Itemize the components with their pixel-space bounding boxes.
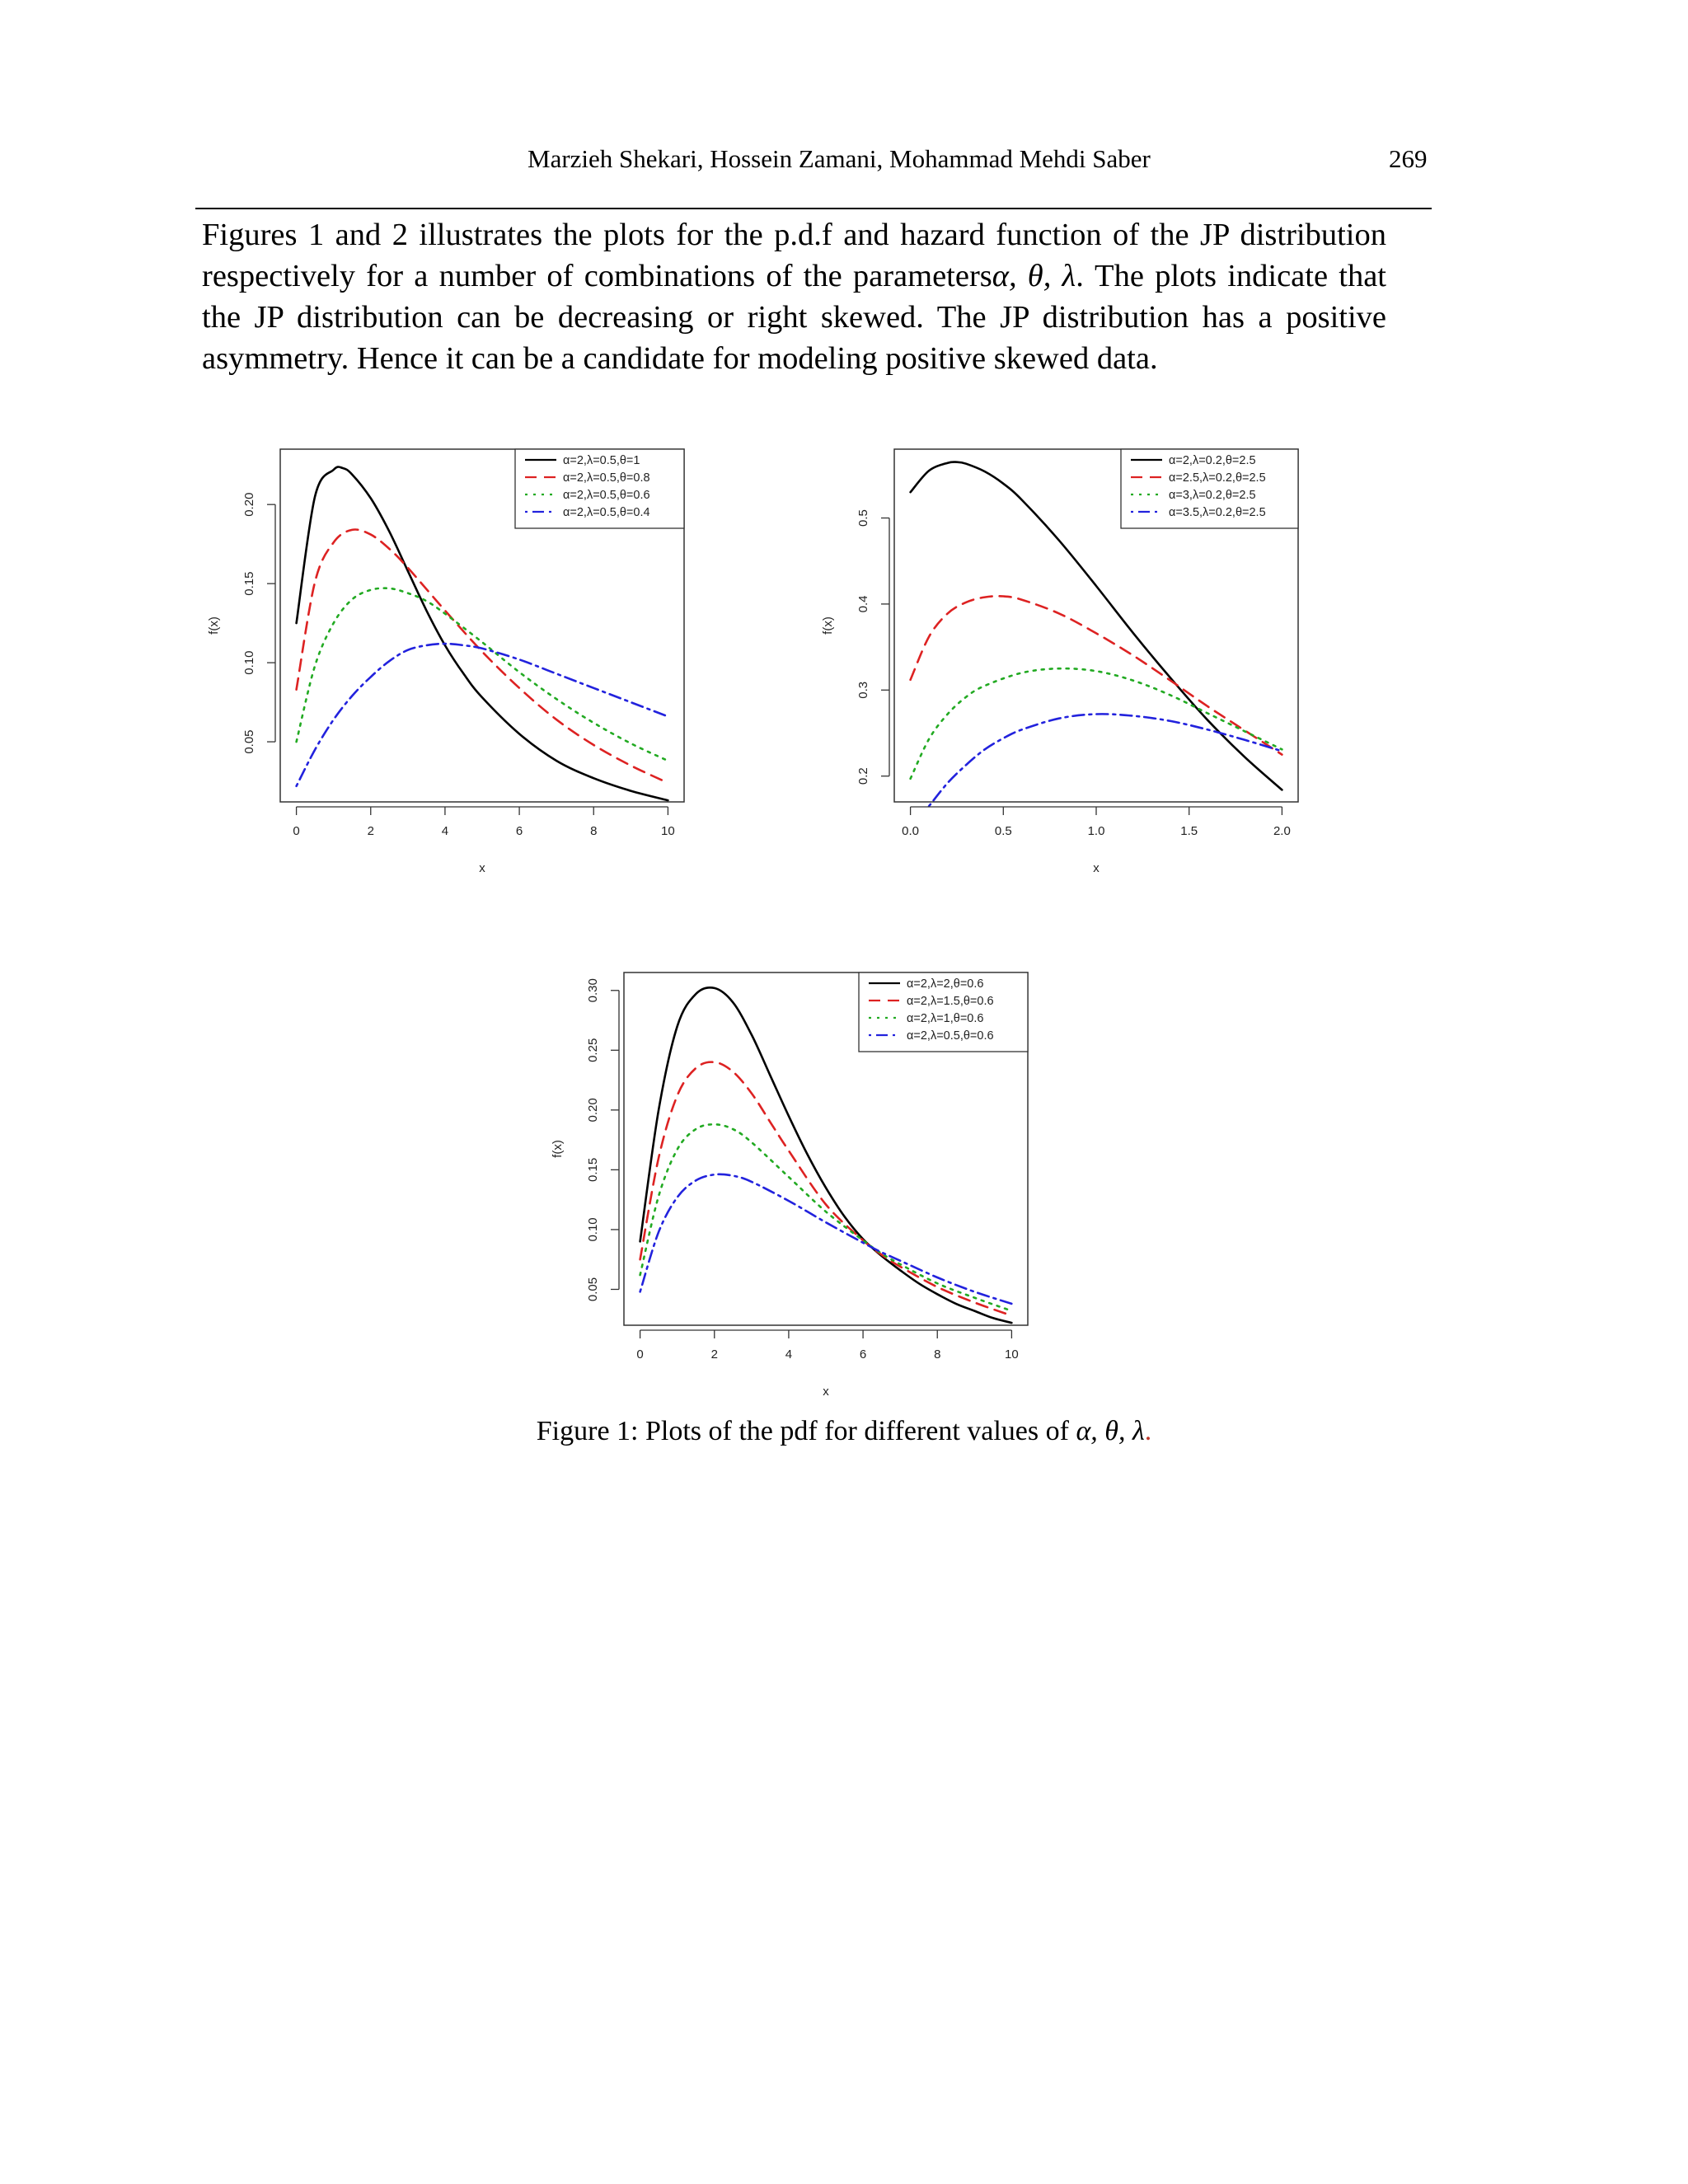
y-tick-label: 0.25 bbox=[586, 1038, 600, 1062]
y-tick-label: 0.30 bbox=[586, 978, 600, 1003]
legend-label: α=2,λ=1.5,θ=0.6 bbox=[907, 995, 994, 1008]
x-tick-label: 8 bbox=[590, 824, 598, 838]
x-axis-label: x bbox=[479, 861, 485, 875]
series-line-2 bbox=[297, 530, 668, 783]
x-tick-label: 0.5 bbox=[994, 824, 1012, 838]
y-axis-label: f(x) bbox=[551, 1140, 565, 1158]
caption-text: Figure 1: Plots of the pdf for different values of bbox=[536, 1416, 1076, 1446]
y-tick-label: 0.20 bbox=[586, 1098, 600, 1122]
pdf-chart-2 bbox=[820, 445, 1315, 882]
y-tick-label: 0.4 bbox=[856, 595, 870, 613]
pdf-chart-1 bbox=[206, 445, 701, 882]
y-tick-label: 0.15 bbox=[586, 1157, 600, 1182]
series-line-3 bbox=[297, 588, 668, 761]
page-header bbox=[195, 144, 1432, 185]
y-tick-label: 0.05 bbox=[586, 1277, 600, 1302]
x-tick-label: 10 bbox=[1005, 1347, 1019, 1361]
y-tick-label: 0.10 bbox=[586, 1217, 600, 1242]
figure-caption bbox=[0, 1416, 1688, 1447]
legend-label: α=2,λ=2,θ=0.6 bbox=[907, 977, 984, 991]
series-line-3 bbox=[640, 1124, 1012, 1310]
x-tick-label: 1.5 bbox=[1180, 824, 1198, 838]
legend-label: α=2.5,λ=0.2,θ=2.5 bbox=[1169, 471, 1266, 485]
y-tick-label: 0.05 bbox=[242, 729, 256, 754]
x-tick-label: 6 bbox=[859, 1347, 867, 1361]
header-rule bbox=[195, 208, 1432, 209]
paragraph-text-1: Figures 1 and 2 illustrates the plots for the p.d.f and hazard function of the JP distribution respectively for a number of combinations of the parameters bbox=[202, 218, 1386, 293]
body-paragraph bbox=[202, 214, 1386, 379]
y-tick-label: 0.2 bbox=[856, 767, 870, 785]
x-tick-label: 2.0 bbox=[1273, 824, 1291, 838]
x-tick-label: 4 bbox=[441, 824, 449, 838]
paragraph-text-2: . The plots indicate that the JP distribution can be decreasing or right skewed. The JP distribution has a positive asymmetry. Hence it can be a candidate for modeling positive skewed data. bbox=[202, 259, 1386, 376]
pdf-chart-3 bbox=[548, 960, 1043, 1397]
caption-period: . bbox=[1144, 1416, 1152, 1446]
legend-label: α=2,λ=0.5,θ=0.6 bbox=[563, 489, 650, 502]
series-line-2 bbox=[911, 596, 1282, 754]
x-axis-label: x bbox=[1093, 861, 1100, 875]
y-tick-label: 0.10 bbox=[242, 650, 256, 675]
x-tick-label: 0 bbox=[636, 1347, 644, 1361]
caption-params: α, θ, λ bbox=[1076, 1416, 1145, 1446]
legend-label: α=2,λ=0.2,θ=2.5 bbox=[1169, 454, 1256, 467]
x-tick-label: 2 bbox=[367, 824, 374, 838]
x-tick-label: 1.0 bbox=[1087, 824, 1105, 838]
series-line-4 bbox=[640, 1174, 1012, 1304]
y-tick-label: 0.20 bbox=[242, 492, 256, 517]
x-tick-label: 0 bbox=[293, 824, 300, 838]
series-line-3 bbox=[911, 668, 1282, 779]
series-line-4 bbox=[929, 714, 1282, 806]
legend-label: α=2,λ=0.5,θ=0.6 bbox=[907, 1029, 994, 1043]
legend-label: α=2,λ=0.5,θ=0.4 bbox=[563, 506, 650, 519]
series-line-4 bbox=[297, 644, 668, 786]
y-axis-label: f(x) bbox=[821, 616, 835, 635]
legend-label: α=2,λ=0.5,θ=0.8 bbox=[563, 471, 650, 485]
x-tick-label: 6 bbox=[515, 824, 523, 838]
x-tick-label: 8 bbox=[934, 1347, 941, 1361]
y-tick-label: 0.15 bbox=[242, 571, 256, 596]
y-tick-label: 0.3 bbox=[856, 681, 870, 699]
header-page-number: 269 bbox=[1389, 144, 1428, 173]
x-tick-label: 2 bbox=[710, 1347, 718, 1361]
legend-label: α=2,λ=0.5,θ=1 bbox=[563, 454, 640, 467]
x-tick-label: 10 bbox=[661, 824, 675, 838]
y-tick-label: 0.5 bbox=[856, 509, 870, 527]
y-axis-label: f(x) bbox=[207, 616, 221, 635]
legend-label: α=2,λ=1,θ=0.6 bbox=[907, 1012, 984, 1025]
legend-label: α=3,λ=0.2,θ=2.5 bbox=[1169, 489, 1256, 502]
legend-label: α=3.5,λ=0.2,θ=2.5 bbox=[1169, 506, 1266, 519]
x-tick-label: 4 bbox=[785, 1347, 793, 1361]
paragraph-params: α, θ, λ bbox=[992, 259, 1076, 293]
x-tick-label: 0.0 bbox=[902, 824, 920, 838]
header-authors: Marzieh Shekari, Hossein Zamani, Mohammad Mehdi Saber bbox=[528, 144, 1151, 173]
x-axis-label: x bbox=[823, 1385, 829, 1399]
